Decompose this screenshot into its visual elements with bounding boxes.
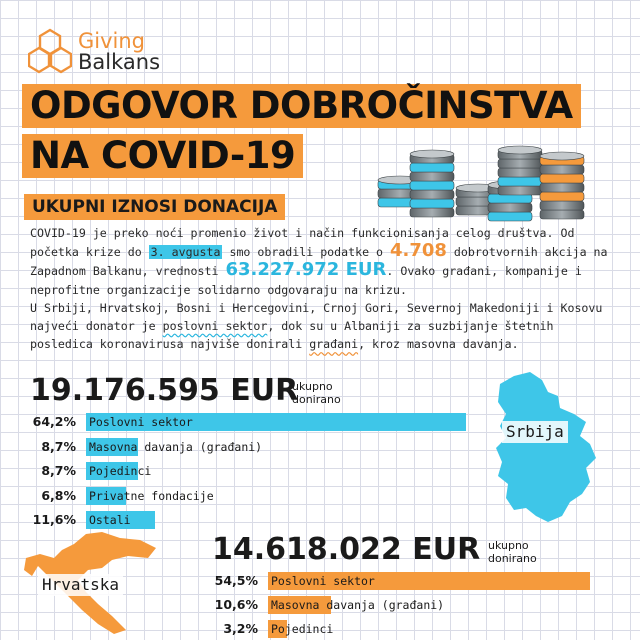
serbia-map-label: Srbija — [502, 421, 568, 443]
date-highlight: 3. avgusta — [150, 245, 221, 260]
coin — [410, 172, 454, 181]
serbia-pct: 64,2% — [32, 414, 76, 429]
logo-hexagon-icon — [28, 28, 72, 74]
note-line: donirano — [292, 393, 341, 406]
coin-stacks-illustration — [370, 128, 600, 224]
serbia-total-note — [292, 380, 341, 406]
total-value: 63.227.972 EUR — [225, 259, 387, 281]
serbia-row — [41, 487, 466, 505]
coin — [410, 190, 454, 199]
coin-top — [498, 146, 542, 154]
coin — [498, 159, 542, 168]
coin — [410, 199, 454, 208]
intro-text-span: , kroz masovna davanja. — [358, 337, 519, 352]
serbia-pct: 8,7% — [41, 463, 76, 478]
coin — [540, 174, 584, 183]
coin — [498, 168, 542, 177]
coin — [410, 181, 454, 190]
note-line: ukupno — [488, 539, 529, 552]
section-title: UKUPNI IZNOSI DONACIJA — [24, 194, 285, 220]
page-title-line2: NA COVID-19 — [22, 134, 303, 178]
croatia-pct: 54,5% — [214, 573, 258, 588]
croatia-total: 14.618.022 EUR — [212, 532, 481, 567]
serbia-bar-label: Privatne fondacije — [89, 488, 214, 503]
intro-paragraph-2 — [30, 299, 616, 354]
coin — [498, 177, 542, 186]
croatia-row — [214, 572, 640, 590]
croatia-bar-label: Masovna davanja (građani) — [271, 598, 445, 612]
coin — [540, 165, 584, 174]
intro-text-span: smo obradili podatke o — [222, 245, 391, 260]
logo-line2: Balkans — [78, 50, 161, 74]
coin — [540, 192, 584, 201]
serbia-map — [478, 370, 608, 530]
serbia-row — [32, 413, 466, 431]
croatia-row — [223, 620, 640, 638]
serbia-row — [41, 438, 466, 456]
intro-text-span: . Ovako građani, kompanije i neprofitne organizacije solidarno odgovaraju na krizu. — [30, 264, 582, 297]
coin — [410, 163, 454, 172]
note-line: ukupno — [292, 380, 333, 393]
coin — [540, 183, 584, 192]
coin — [488, 203, 532, 212]
croatia-bar-label: Poslovni sektor — [271, 574, 375, 588]
intro-paragraph-1 — [30, 224, 616, 299]
croatia-total-note — [488, 539, 537, 565]
coin — [410, 208, 454, 217]
serbia-row — [41, 462, 466, 480]
intro-text — [30, 224, 616, 353]
coin — [540, 210, 584, 219]
intro-text-span: , dok su u Albaniji za suzbijanje štetnih posledica koronavirusa najviše donirali — [30, 319, 554, 352]
serbia-bar-label: Masovna davanja (građani) — [89, 439, 263, 454]
donor-citizens: građani — [309, 337, 359, 352]
intro-text-span: COVID-19 je preko noći promenio život i način funkcionisanja celog društva. Od početka krize do — [30, 226, 575, 260]
serbia-pct: 8,7% — [41, 438, 76, 454]
croatia-map-label: Hrvatska — [38, 574, 123, 596]
serbia-bar-label: Ostali — [89, 513, 131, 527]
coin-top — [410, 150, 454, 158]
donor-business: poslovni sektor — [162, 319, 268, 334]
intro-text-span: dobrotvornih akcija na Zapadnom Balkanu, vrednosti — [30, 245, 608, 279]
croatia-bar-label: Pojedinci — [271, 622, 334, 636]
intro-text-span: U Srbiji, Hrvatskoj, Bosni i Hercegovini, Crnoj Gori, Severnoj Makedoniji i Kosovu najveći donator je — [30, 300, 603, 334]
coin — [488, 212, 532, 221]
page-title-line1: ODGOVOR DOBROČINSTVA — [22, 84, 581, 128]
note-line: donirano — [488, 552, 537, 565]
serbia-pct: 6,8% — [41, 487, 76, 503]
coin — [488, 194, 532, 203]
coin — [540, 201, 584, 210]
croatia-pct: 3,2% — [223, 621, 258, 636]
coin-top — [540, 152, 584, 160]
giving-balkans-logo — [28, 28, 198, 76]
serbia-pct: 11,6% — [32, 512, 76, 527]
serbia-total: 19.176.595 EUR — [30, 373, 299, 408]
croatia-pct: 10,6% — [214, 597, 258, 612]
serbia-bar-label: Poslovni sektor — [89, 415, 193, 429]
serbia-row — [32, 511, 466, 529]
serbia-bar-label: Pojedinci — [89, 464, 152, 478]
action-count: 4.708 — [390, 240, 447, 262]
logo-line1: Giving — [78, 29, 146, 53]
coin — [498, 186, 542, 195]
croatia-row — [214, 596, 640, 614]
